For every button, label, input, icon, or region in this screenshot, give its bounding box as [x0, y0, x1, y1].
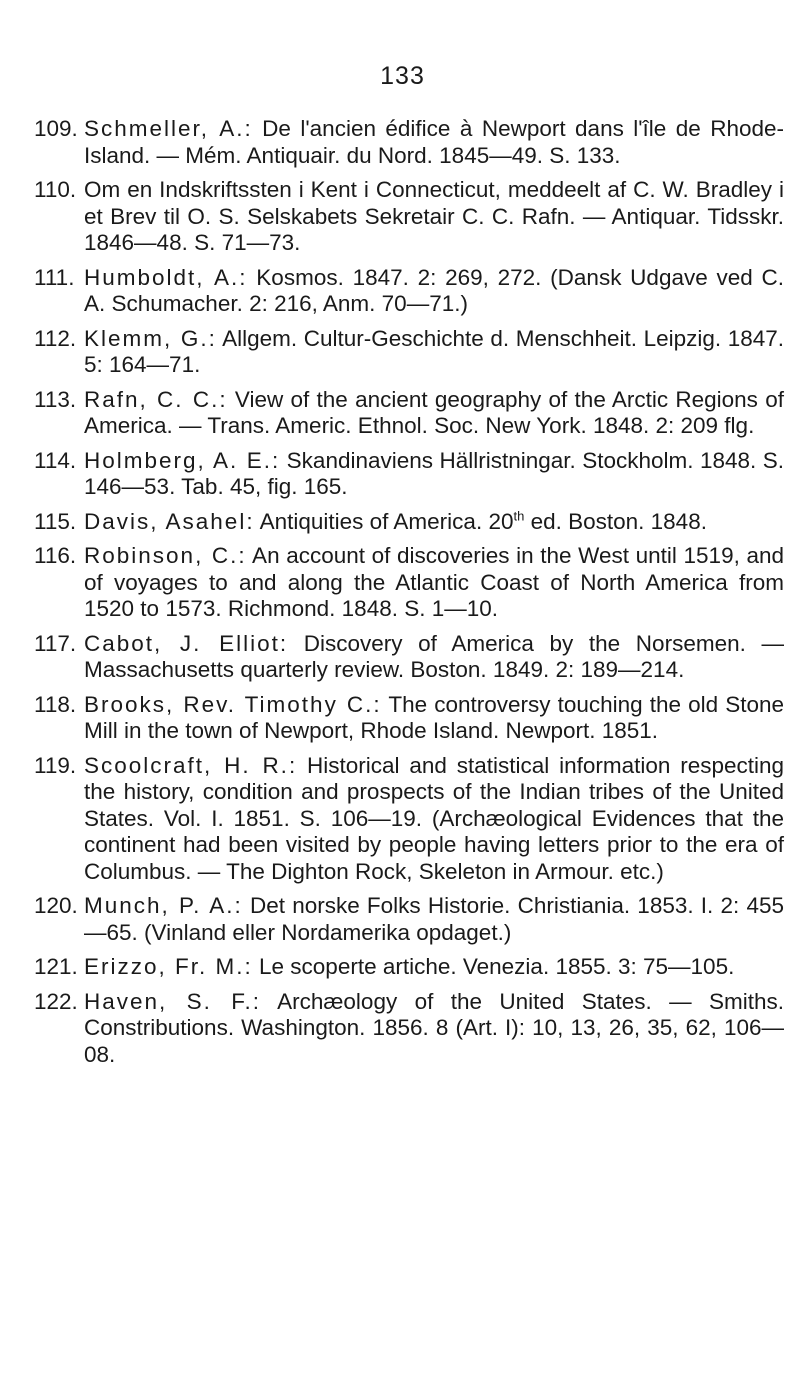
entry-citation: An account of discoveries in the West until 1519, and of voyages to and along the Atlantic Coast of North America from 1520 to 1573. Richmond. 1848. S. 1—10. — [84, 543, 784, 621]
entry-author: Klemm, G.: — [84, 325, 217, 351]
entry-text — [80, 543, 784, 623]
entry-number: 114. — [34, 447, 77, 473]
bibliography-entry — [34, 116, 784, 169]
bibliography-entry — [34, 893, 784, 946]
entry-number: 112. — [34, 325, 77, 351]
entry-text — [80, 509, 784, 536]
entry-text — [80, 116, 784, 169]
bibliography-entry — [34, 265, 784, 318]
entry-author: Davis, Asahel: — [84, 508, 255, 534]
entry-text — [80, 692, 784, 745]
entry-text — [80, 326, 784, 379]
bibliography-entry — [34, 509, 784, 536]
entry-author: Haven, S. F.: — [84, 988, 262, 1014]
entry-citation-cont: ed. Boston. 1848. — [524, 508, 707, 534]
entry-citation: Discovery of America by the Norsemen. — Massachusetts quarterly review. Boston. 1849. 2: 189—214. — [84, 630, 784, 682]
entry-number: 113. — [34, 386, 77, 412]
entry-number: 111. — [34, 264, 75, 290]
bibliography-entry — [34, 954, 784, 981]
bibliography-entry — [34, 692, 784, 745]
entry-citation: De l'ancien édifice à Newport dans l'île de Rhode-Island. — Mém. Antiquair. du Nord. 1845—49. S. 133. — [84, 116, 785, 168]
entry-citation: Historical and statistical information respecting the history, condition and prospects of the Indian tribes of the United States. Vol. I. 1851. S. 106—19. (Archæological Evidences that the continent had been visited by people having letters prior to the era of Columbus. — The Dighton Rock, Skeleton in Armour. etc.) — [84, 752, 785, 884]
entry-author: Holmberg, A. E.: — [84, 447, 281, 473]
entry-author: Robinson, C.: — [84, 543, 247, 568]
entry-text — [80, 177, 784, 257]
entry-citation: Skandinaviens Hällristningar. Stockholm. 1848. S. 146—53. Tab. 45, fig. 165. — [84, 447, 784, 499]
entry-author: Erizzo, Fr. M.: — [84, 954, 253, 979]
entry-number: 122. — [34, 988, 78, 1014]
entry-text — [80, 448, 784, 501]
entry-number: 120. — [34, 893, 78, 918]
bibliography-entry — [34, 387, 784, 440]
entry-number: 110. — [34, 177, 77, 202]
entry-text — [80, 753, 784, 886]
entry-citation: Le scoperte artiche. Venezia. 1855. 3: 75—105. — [252, 954, 735, 979]
entry-citation: Det norske Folks Historie. Christiania. 1853. I. 2: 455—65. (Vinland eller Nordamerika opdaget.) — [84, 893, 784, 945]
bibliography-list — [34, 116, 784, 1076]
entry-number: 117. — [34, 630, 77, 656]
entry-number: 116. — [34, 543, 77, 568]
entry-number: 115. — [34, 508, 77, 534]
entry-citation: View of the ancient geography of the Arctic Regions of America. — Trans. Americ. Ethnol. Soc. New York. 1848. 2: 209 flg. — [84, 386, 784, 438]
entry-author: Schmeller, A.: — [84, 116, 253, 141]
entry-text — [80, 893, 784, 946]
entry-citation: Allgem. Cultur-Geschichte d. Menschheit. Leipzig. 1847. 5: 164—71. — [84, 325, 784, 377]
bibliography-entry — [34, 177, 784, 257]
entry-citation: Archæology of the United States. — Smiths. Constributions. Washington. 1856. 8 (Art. I): 10, 13, 26, 35, 62, 106—08. — [84, 988, 784, 1067]
entry-citation: Om en Indskriftssten i Kent i Connecticut, meddeelt af C. W. Bradley i et Brev til O. S. Selskabets Sekretair C. C. Rafn. — Antiquar. Tidsskr. 1846—48. S. 71—73. — [84, 177, 784, 255]
entry-text — [80, 387, 784, 440]
entry-text — [80, 954, 784, 981]
entry-author: Munch, P. A.: — [84, 893, 243, 918]
bibliography-entry — [34, 989, 784, 1069]
entry-author: Brooks, Rev. Timothy C.: — [84, 691, 382, 717]
entry-number: 121. — [34, 954, 78, 979]
bibliography-entry — [34, 753, 784, 886]
entry-text — [80, 265, 784, 318]
bibliography-entry — [34, 543, 784, 623]
entry-number: 119. — [34, 752, 77, 778]
entry-citation: Kosmos. 1847. 2: 269, 272. (Dansk Udgave ved C. A. Schumacher. 2: 216, Anm. 70—71.) — [84, 264, 784, 316]
entry-citation: The controversy touching the old Stone Mill in the town of Newport, Rhode Island. Newport. 1851. — [84, 691, 784, 743]
entry-author: Scoolcraft, H. R.: — [84, 752, 298, 778]
entry-author: Rafn, C. C.: — [84, 386, 228, 412]
entry-text — [80, 989, 784, 1069]
entry-author: Cabot, J. Elliot: — [84, 630, 289, 656]
entry-author: Humboldt, A.: — [84, 264, 248, 290]
entry-citation: Antiquities of America. 20 — [254, 508, 514, 534]
entry-number: 109. — [34, 116, 78, 141]
entry-superscript: th — [513, 508, 525, 523]
bibliography-entry — [34, 448, 784, 501]
bibliography-entry — [34, 631, 784, 684]
page-number: 133 — [380, 62, 425, 90]
entry-text — [80, 631, 784, 684]
bibliography-entry — [34, 326, 784, 379]
entry-number: 118. — [34, 691, 77, 717]
